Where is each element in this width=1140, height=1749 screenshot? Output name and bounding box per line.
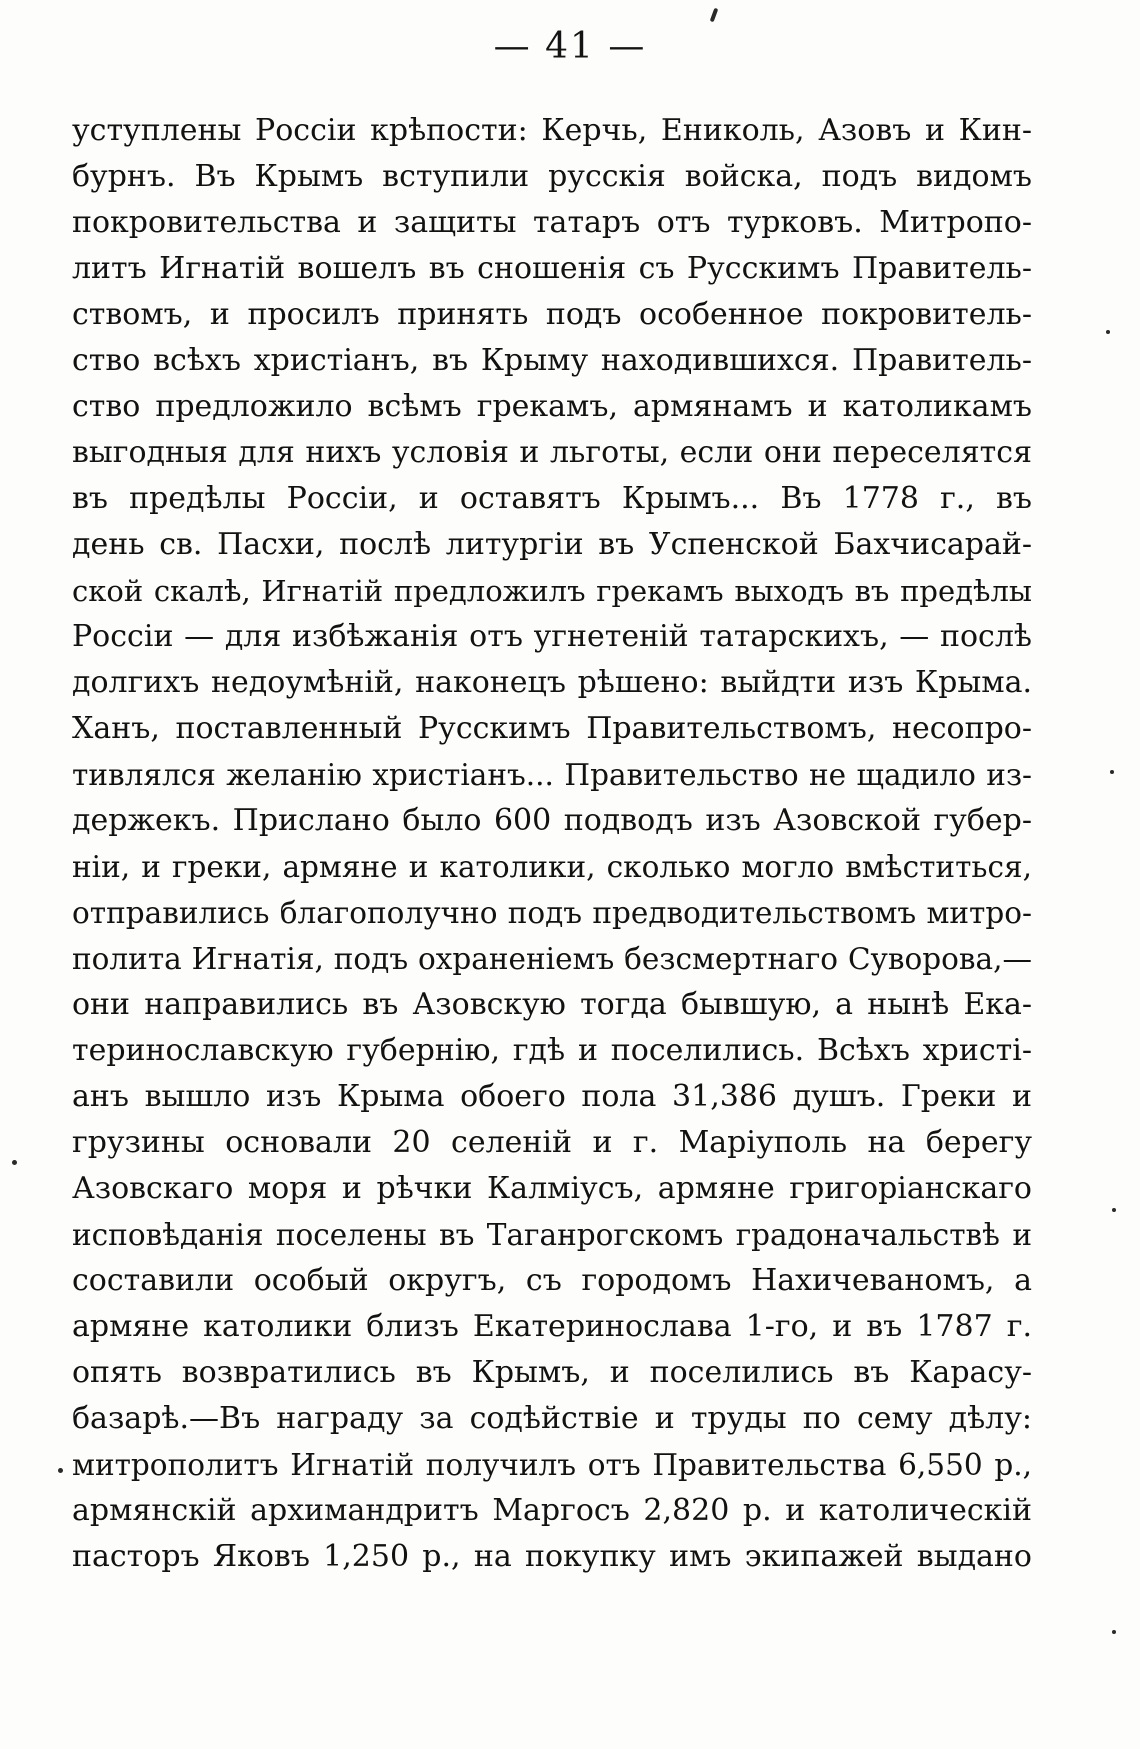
scan-speck [12, 1160, 17, 1165]
scan-speck [1112, 1630, 1116, 1634]
scan-speck [1112, 1208, 1116, 1212]
text-line: тивлялся желанію христіанъ... Правительство не щадило из- [72, 758, 1032, 792]
text-line: опять возвратились въ Крымъ, и поселились въ Карасу- [72, 1355, 1032, 1390]
scan-speck [1110, 770, 1114, 774]
text-line: Россіи — для избѣжанія отъ угнетеній татарскихъ, — послѣ [72, 619, 1032, 654]
page-number: — 41 — [493, 26, 647, 67]
text-line: армяне католики близъ Екатеринослава 1-го, и въ 1787 г. [72, 1309, 1032, 1344]
text-line: ской скалѣ, Игнатій предложилъ грекамъ выходъ въ предѣлы [72, 574, 1032, 608]
text-line: теринославскую губернію, гдѣ и поселились. Всѣхъ христі- [72, 1033, 1032, 1068]
scan-speck [710, 8, 719, 23]
text-line: полита Игнатія, подъ охраненіемъ безсмертнаго Суворова,— [72, 942, 1032, 976]
text-line: они направились въ Азовскую тогда бывшую, а нынѣ Ека- [72, 987, 1032, 1022]
text-line: пасторъ Яковъ 1,250 р., на покупку имъ экипажей выдано [72, 1539, 1032, 1574]
text-line: покровительства и защиты татаръ отъ турковъ. Митропо- [72, 205, 1032, 240]
text-line: Ханъ, поставленный Русскимъ Правительствомъ, несопро- [72, 711, 1032, 746]
text-line: составили особый округъ, съ городомъ Нахичеваномъ, а [72, 1263, 1032, 1298]
text-line: анъ вышло изъ Крыма обоего пола 31,386 душъ. Греки и [72, 1079, 1032, 1114]
text-line: бурнъ. Въ Крымъ вступили русскія войска, подъ видомъ [72, 159, 1032, 194]
text-line: день св. Пасхи, послѣ литургіи въ Успенской Бахчисарай- [72, 527, 1032, 562]
text-line: долгихъ недоумѣній, наконецъ рѣшено: выйдти изъ Крыма. [72, 665, 1032, 700]
text-line: ство предложило всѣмъ грекамъ, армянамъ и католикамъ [72, 389, 1032, 424]
text-line: ствомъ, и просилъ принять подъ особенное покровитель- [72, 297, 1032, 332]
text-line: въ предѣлы Россіи, и оставятъ Крымъ... Въ 1778 г., въ [72, 481, 1032, 516]
text-line: митрополитъ Игнатій получилъ отъ Правительства 6,550 р., [72, 1448, 1032, 1482]
text-line: литъ Игнатій вошелъ въ сношенія съ Русскимъ Правитель- [72, 251, 1032, 286]
text-line: исповѣданія поселены въ Таганрогскомъ градоначальствѣ и [72, 1218, 1032, 1252]
text-line: Азовскаго моря и рѣчки Калміусъ, армяне григоріанскаго [72, 1171, 1032, 1206]
text-line: выгодныя для нихъ условія и льготы, если они переселятся [72, 435, 1032, 470]
text-line: уступлены Россіи крѣпости: Керчь, Ениколь, Азовъ и Кин- [72, 113, 1032, 148]
scan-speck [58, 1468, 63, 1473]
text-line: отправились благополучно подъ предводительствомъ митро- [72, 896, 1032, 930]
body-text [72, 108, 1032, 1580]
text-line: ство всѣхъ христіанъ, въ Крыму находившихся. Правитель- [72, 343, 1032, 378]
text-line: армянскій архимандритъ Маргосъ 2,820 р. и католическій [72, 1493, 1032, 1528]
scan-speck [1106, 330, 1110, 334]
text-line: ніи, и греки, армяне и католики, сколько могло вмѣститься, [72, 850, 1032, 884]
text-line: грузины основали 20 селеній и г. Маріуполь на берегу [72, 1125, 1032, 1160]
text-line: базарѣ.—Въ награду за содѣйствіе и труды по сему дѣлу: [72, 1401, 1032, 1436]
text-line: держекъ. Прислано было 600 подводъ изъ Азовской губер- [72, 803, 1032, 838]
